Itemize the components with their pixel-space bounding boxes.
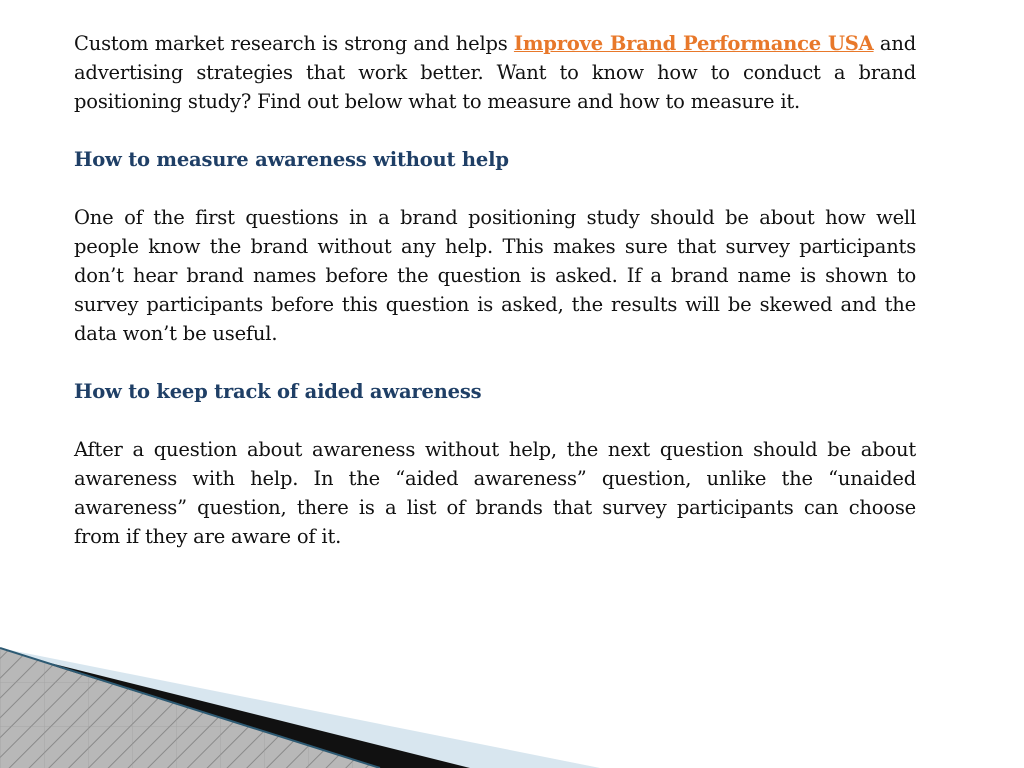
- section-heading-aided: How to keep track of aided awareness: [74, 380, 482, 403]
- section-heading-unaided: How to measure awareness without help: [74, 148, 509, 171]
- intro-paragraph: [74, 29, 916, 116]
- slide-corner-decoration: [0, 638, 1024, 768]
- intro-tail: and advertising strategies that work better. Want to know how to conduct a brand positioning study? Find out below what to measure and how to measure it.: [74, 32, 916, 113]
- document-body: [74, 29, 916, 580]
- section-body-unaided: One of the first questions in a brand positioning study should be about how well people know the brand without any help. This makes sure that survey participants don’t hear brand names before the question is asked. If a brand name is shown to survey participants before this question is asked, the results will be skewed and the data won’t be useful.: [74, 206, 916, 345]
- improve-brand-performance-link[interactable]: Improve Brand Performance USA: [513, 32, 874, 55]
- intro-lead: Custom market research is strong and helps: [74, 32, 514, 55]
- section-body-aided: After a question about awareness without help, the next question should be about awareness with help. In the “aided awareness” question, unlike the “unaided awareness” question, there is a list of brands that survey participants can choose from if they are aware of it.: [74, 438, 916, 548]
